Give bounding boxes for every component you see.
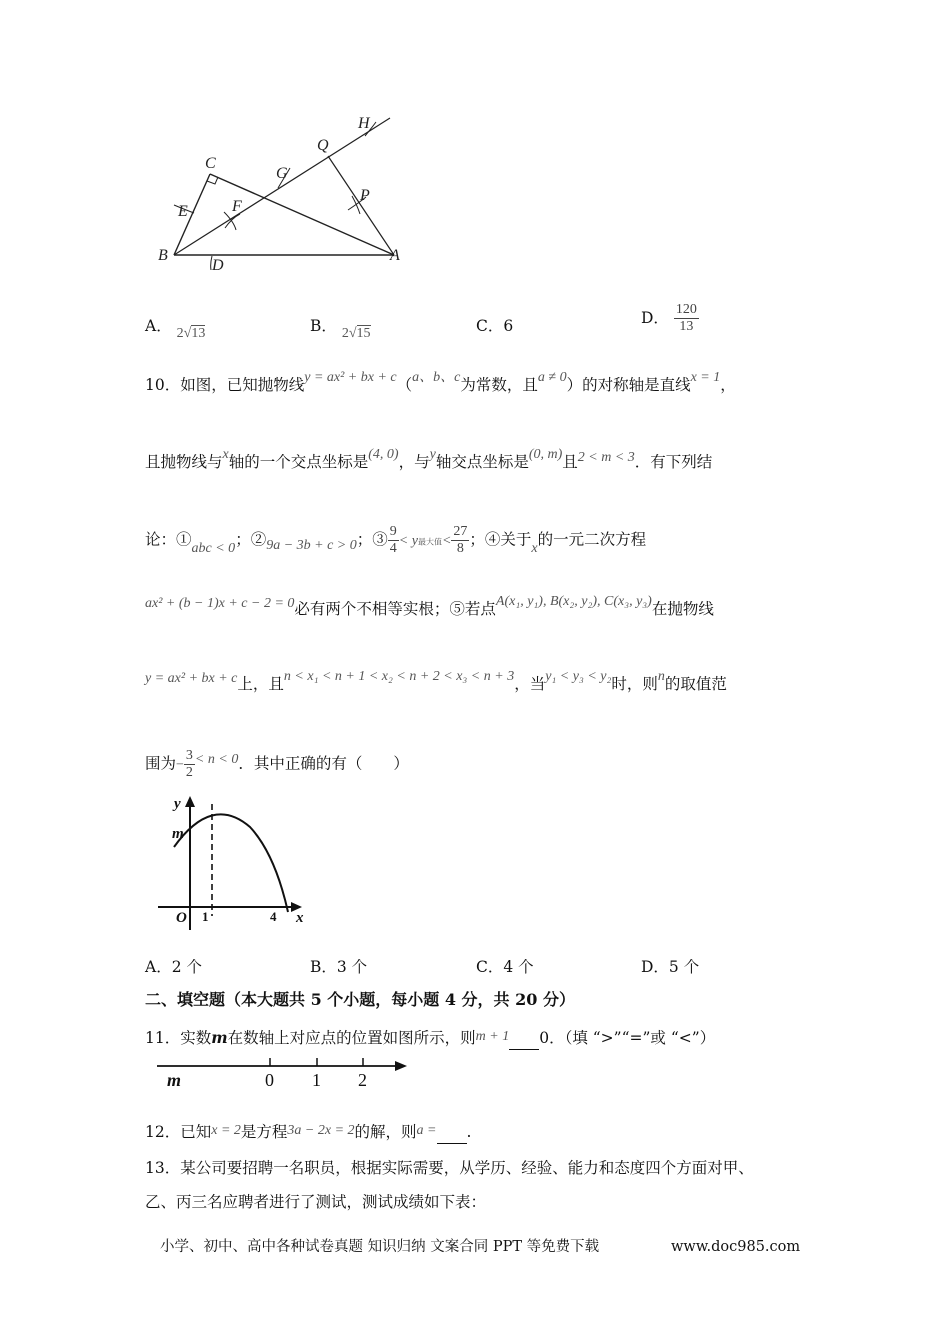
- q10-line-6: 围为− $\frac{3}{2}$ < n < 0．其中正确的有（ ）: [145, 748, 409, 780]
- q10-line-1: 10．如图，已知抛物线y = ax² + bx + c（a、b、c为常数，且a ≠ 0）的对称轴是直线x = 1，: [145, 370, 736, 394]
- q10-line-2: 且抛物线与x轴的一个交点坐标是(4, 0)，与y轴交点坐标是(0, m)且2 < m < 3．有下列结: [145, 447, 713, 471]
- label-B: B: [158, 247, 168, 264]
- triangle-figure: [150, 110, 410, 270]
- q13-line-1: 13．某公司要招聘一名职员，根据实际需要，从学历、经验、能力和态度四个方面对甲、: [145, 1159, 754, 1177]
- q10-line-4: ax² + (b − 1)x + c − 2 = 0必有两个不相等实根；⑤若点A(x₁, y₁), B(x₂, y₂), C(x₃, y₃)在抛物线: [145, 594, 714, 618]
- q10-option-b: B．3 个: [310, 958, 368, 976]
- q11-text: 11．实数m在数轴上对应点的位置如图所示，则m + 1 0．（填 “>”“=”或 “<”）: [145, 1028, 715, 1050]
- q10-option-a: A．2 个: [145, 958, 202, 976]
- q12-answer-blank[interactable]: [437, 1129, 467, 1144]
- section-heading: 二、填空题（本大题共 5 个小题，每小题 4 分，共 20 分）: [145, 990, 575, 1009]
- graph-label-1: 1: [202, 909, 209, 924]
- graph-label-y: y: [174, 796, 181, 812]
- numberline-1: 1: [312, 1070, 321, 1090]
- label-P: P: [360, 187, 370, 204]
- q9-option-c: C．6: [476, 317, 514, 335]
- footer-left: 小学、初中、高中各种试卷真题 知识归纳 文案合同 PPT 等免费下载: [160, 1239, 600, 1255]
- q9-option-b: B． 2√15: [310, 317, 371, 341]
- graph-label-O: O: [176, 910, 187, 926]
- graph-label-4: 4: [270, 909, 277, 924]
- q10-option-c: C．4 个: [476, 958, 534, 976]
- numberline-2: 2: [358, 1070, 367, 1090]
- q10-line-5: y = ax² + bx + c上，且n < x₁ < n + 1 < x₂ < n + 2 < x₃ < n + 3，当y₁ < y₃ < y₂时，则n的取值范: [145, 669, 727, 693]
- numberline-0: 0: [265, 1070, 274, 1090]
- q13-line-2: 乙、丙三名应聘者进行了测试，测试成绩如下表：: [145, 1193, 487, 1211]
- q9-option-d: D． $\frac{120}{13}$: [641, 302, 697, 334]
- parabola-graph: [150, 792, 310, 937]
- q10-line-3: 论：①abc < 0；②9a − 3b + c > 0；③ $\frac{9}{4}$ < y最大值< $\frac{27}{8}$ ；④关于x的一元二次方程: [145, 524, 647, 556]
- label-Q: Q: [317, 137, 329, 154]
- label-H: H: [358, 115, 370, 132]
- label-A: A: [390, 247, 400, 264]
- q10-option-d: D．5 个: [641, 958, 700, 976]
- q11-answer-blank[interactable]: [509, 1035, 539, 1050]
- label-G: G: [276, 165, 288, 182]
- number-line: [155, 1052, 415, 1092]
- label-C: C: [205, 155, 216, 172]
- numberline-m: m: [167, 1070, 182, 1090]
- label-D: D: [212, 257, 224, 270]
- q9-option-a: A． 2√13: [145, 317, 206, 341]
- q12-text: 12．已知x = 2是方程3a − 2x = 2的解，则a = .: [145, 1122, 471, 1144]
- label-F: F: [232, 198, 242, 215]
- footer-link[interactable]: www.doc985.com: [671, 1239, 801, 1255]
- graph-label-x: x: [296, 910, 304, 926]
- graph-label-m: m: [172, 826, 184, 842]
- label-E: E: [178, 203, 188, 220]
